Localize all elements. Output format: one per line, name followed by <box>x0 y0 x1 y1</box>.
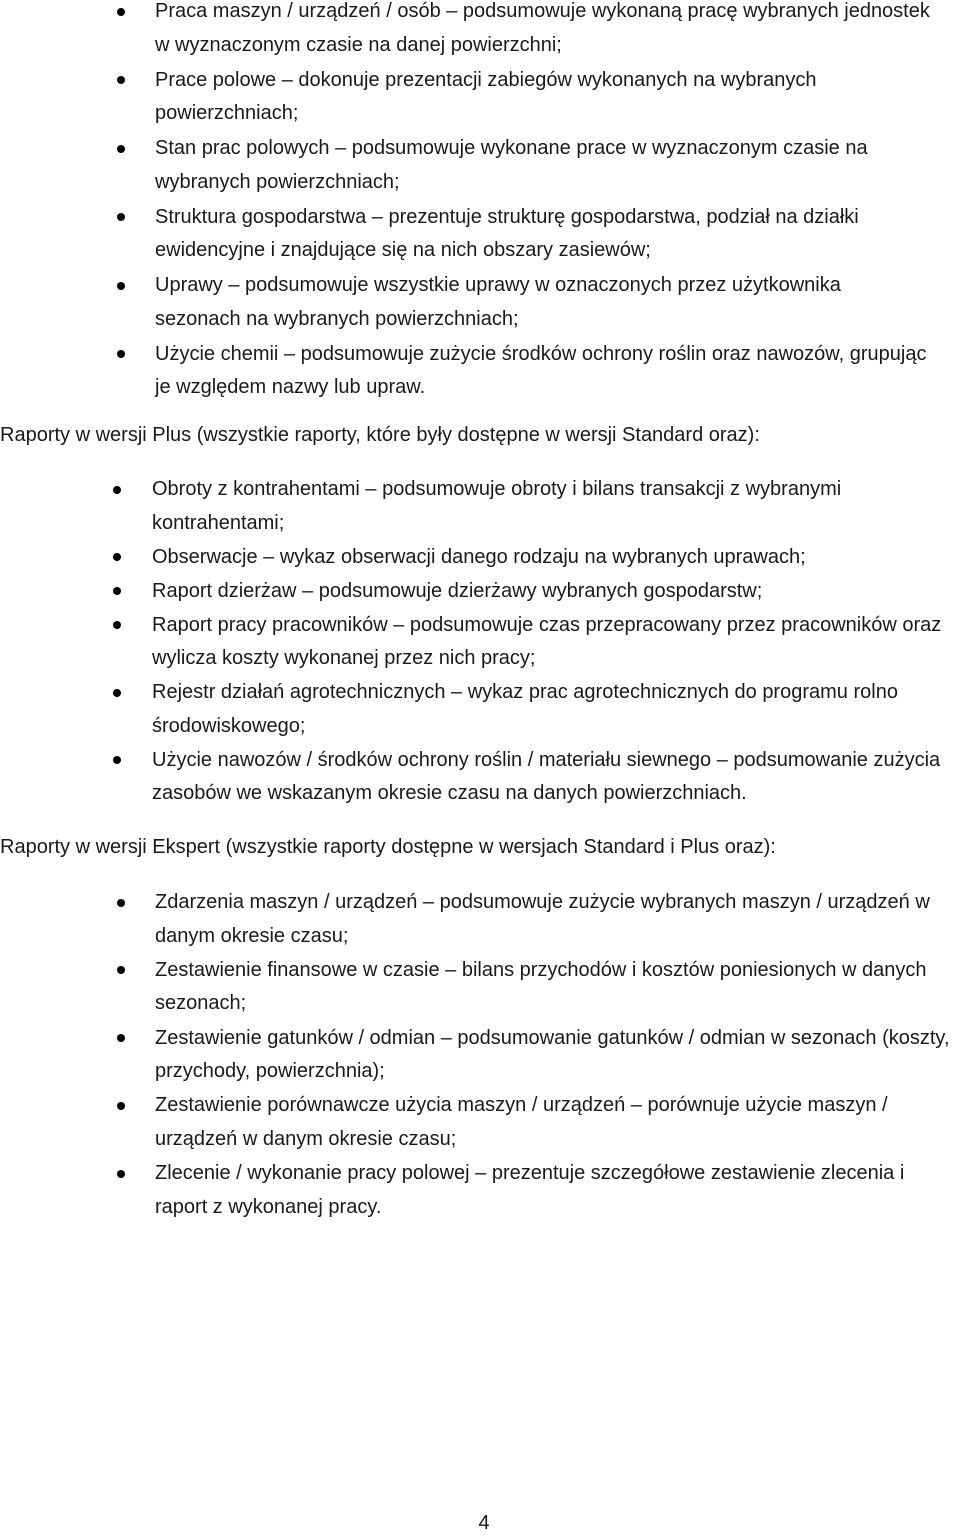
list-item <box>0 744 960 811</box>
list-item <box>0 132 960 199</box>
report-list-standard <box>0 0 960 405</box>
bullet-icon <box>113 486 121 494</box>
bullet-icon <box>117 8 125 16</box>
list-item <box>0 954 960 1021</box>
bullet-icon <box>113 621 121 629</box>
list-item <box>0 886 960 953</box>
list-item <box>0 269 960 336</box>
list-item-text: Struktura gospodarstwa – prezentuje strukturę gospodarstwa, podział na działki ewidencyjne i znajdujące się na nich obszary zasiewów; <box>155 205 859 261</box>
report-list-expert <box>0 886 960 1224</box>
bullet-icon <box>117 966 125 974</box>
bullet-icon <box>117 1034 125 1042</box>
bullet-icon <box>113 587 121 595</box>
list-item <box>0 541 960 575</box>
list-item <box>0 338 960 405</box>
list-item-text: Stan prac polowych – podsumowuje wykonane prace w wyznaczonym czasie na wybranych powierzchniach; <box>155 137 868 193</box>
list-item-text: Zdarzenia maszyn / urządzeń – podsumowuje zużycie wybranych maszyn / urządzeń w danym okresie czasu; <box>155 891 930 947</box>
list-item-text: Zestawienie finansowe w czasie – bilans przychodów i kosztów poniesionych w danych sezonach; <box>155 958 927 1015</box>
bullet-icon <box>117 1170 125 1178</box>
list-item <box>0 1089 960 1156</box>
list-item <box>0 1022 960 1089</box>
list-item <box>0 575 960 609</box>
list-item-text: Zlecenie / wykonanie pracy polowej – prezentuje szczegółowe zestawienie zlecenia i raport z wykonanej pracy. <box>155 1162 905 1218</box>
report-list-plus <box>0 473 960 811</box>
bullet-icon <box>117 145 125 153</box>
list-item-text: Obserwacje – wykaz obserwacji danego rodzaju na wybranych uprawach; <box>152 545 806 568</box>
list-item <box>0 201 960 268</box>
list-item-text: Rejestr działań agrotechnicznych – wykaz prac agrotechnicznych do programu rolno środowiskowego; <box>152 681 898 737</box>
section-heading-expert: Raporty w wersji Ekspert (wszystkie raporty dostępne w wersjach Standard i Plus oraz): <box>0 836 776 858</box>
list-item-text: Raport dzierżaw – podsumowuje dzierżawy wybranych gospodarstw; <box>152 579 763 602</box>
bullet-icon <box>113 553 121 561</box>
list-item-text: Użycie nawozów / środków ochrony roślin / materiału siewnego – podsumowanie zużycia zasobów we wskazanym okresie czasu na danych powierzchniach. <box>152 748 941 805</box>
list-item-text: Raport pracy pracowników – podsumowuje czas przepracowany przez pracowników oraz wylicza koszty wykonanej przez nich pracy; <box>152 613 942 670</box>
list-item-text: Obroty z kontrahentami – podsumowuje obroty i bilans transakcji z wybranymi kontrahentami; <box>152 478 842 534</box>
bullet-icon <box>113 689 121 697</box>
list-item <box>0 0 960 62</box>
list-item-text: Użycie chemii – podsumowuje zużycie środków ochrony roślin oraz nawozów, grupując je względem nazwy lub upraw. <box>155 342 927 398</box>
list-item-text: Prace polowe – dokonuje prezentacji zabiegów wykonanych na wybranych powierzchniach; <box>155 68 817 124</box>
list-item-text: Zestawienie gatunków / odmian – podsumowanie gatunków / odmian w sezonach (koszty, przychody, powierzchnia); <box>155 1026 950 1083</box>
page-number: 4 <box>478 1512 490 1534</box>
bullet-icon <box>117 350 125 358</box>
bullet-icon <box>117 1102 125 1110</box>
list-item <box>0 609 960 676</box>
list-item-text: Uprawy – podsumowuje wszystkie uprawy w oznaczonych przez użytkownika sezonach na wybranych powierzchniach; <box>155 274 841 330</box>
bullet-icon <box>117 282 125 290</box>
list-item <box>0 64 960 131</box>
bullet-icon <box>113 756 121 764</box>
bullet-icon <box>117 213 125 221</box>
list-item-text: Zestawienie porównawcze użycia maszyn / urządzeń – porównuje użycie maszyn / urządzeń w danym okresie czasu; <box>155 1094 888 1150</box>
list-item <box>0 676 960 743</box>
bullet-icon <box>117 899 125 907</box>
list-item <box>0 473 960 540</box>
list-item-text: Praca maszyn / urządzeń / osób – podsumowuje wykonaną pracę wybranych jednostek w wyznaczonym czasie na danej powierzchni; <box>155 0 930 56</box>
section-heading-plus: Raporty w wersji Plus (wszystkie raporty, które były dostępne w wersji Standard oraz): <box>0 424 760 446</box>
bullet-icon <box>117 76 125 84</box>
list-item <box>0 1157 960 1224</box>
